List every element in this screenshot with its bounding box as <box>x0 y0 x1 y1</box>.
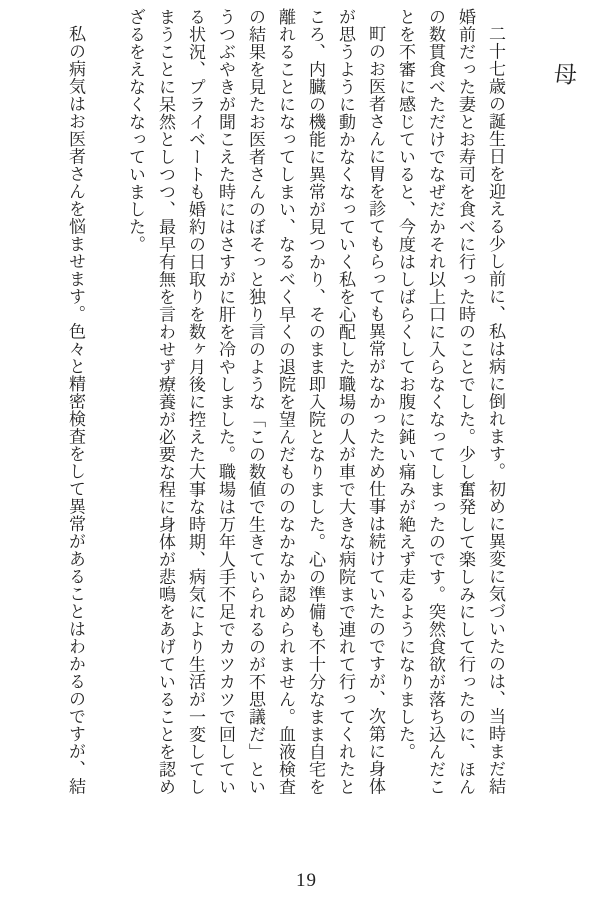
paragraph-2: 町のお医者さんに胃を診てもらっても異常がなかったため仕事は続けていたのですが、次第に身体が思うように動かなくなっていく私を心配した職場の人が車で大きな病院まで連れて行ってくれたところ、内臓の機能に異常が見つかり、そのまま即入院となりました。心の準備も不十分なまま自宅を離れることになってしまい、なるべく早くの退院を望んだもののなかなか認められません。血液検査の結果を見たお医者さんのぼそっと独り言のような「この数値で生きていられるのが不思議だ」というつぶやきが聞こえた時にはさすがに肝を冷やしました。職場は万年人手不足でカツカツで回している状況、プライベートも婚約の日取りを数ヶ月後に控えた大事な時期、病気により生活が一変してしまうことに呆然としつつ、最早有無を言わせず療養が必要な程に身体が悲鳴をあげていることを認めざるをえなくなっていました。 <box>126 8 385 796</box>
page-number: 19 <box>296 870 317 891</box>
chapter-title: 母 <box>551 62 576 87</box>
paragraph-3: 私の病気はお医者さんを悩ませます。色々と精密検査をして異常があることはわかるのですが、結 <box>66 25 85 795</box>
body-text <box>60 8 510 800</box>
paragraph-1: 二十七歳の誕生日を迎える少し前に、私は病に倒れます。初めに異変に気づいたのは、当時まだ結婚前だった妻とお寿司を食べに行った時のことでした。少し奮発して楽しみにして行ったのに、ほんの数貫食べただけでなぜだかそれ以上口に入らなくなってしまったのです。突然食欲が落ち込んだことを不審に感じていると、今度はしばらくしてお腹に鈍い痛みが絶えず走るようになりました。 <box>396 8 505 796</box>
